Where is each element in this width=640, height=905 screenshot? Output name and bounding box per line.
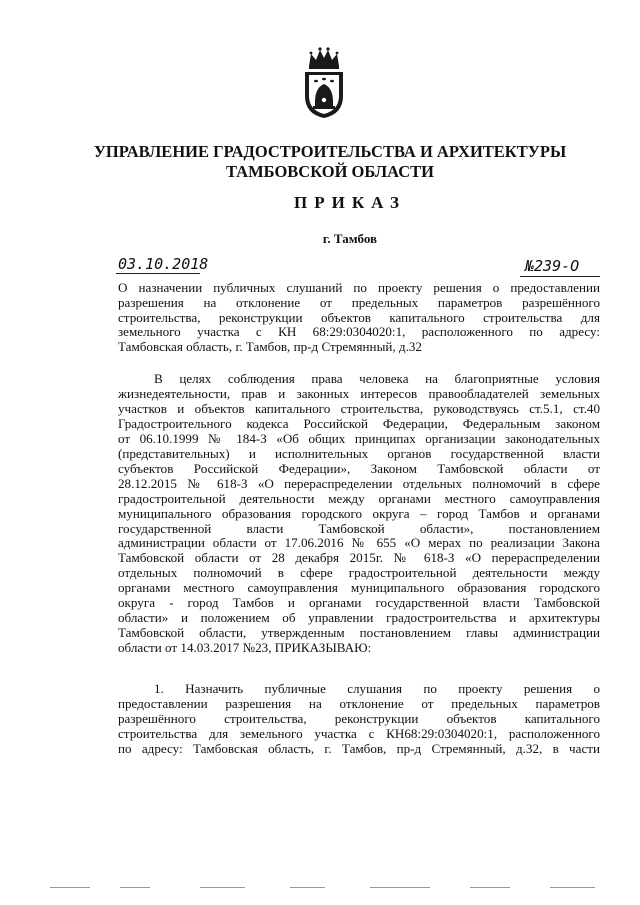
paragraph-line: от 06.10.1999 № 184-З «Об общих принципах организации законодательных: [118, 431, 600, 446]
document-number: №239-О: [525, 257, 580, 275]
document-type: ПРИКАЗ: [294, 193, 406, 212]
paragraph-line: государственной власти Тамбовской области», постановлением: [118, 521, 600, 536]
org-line-2: ТАМБОВСКОЙ ОБЛАСТИ: [225, 162, 435, 181]
paragraph-line: 1. Назначить публичные слушания по проекту решения о: [154, 682, 600, 696]
paragraph-line: разрешённого строительства, реконструкции объектов капитального: [118, 711, 600, 726]
organization-name: [60, 142, 600, 182]
paragraph-line: 28.12.2015 № 618-З «О перераспределении отдельных полномочий в сфере: [118, 476, 600, 491]
subject-line: земельного участка с КН 68:29:0304020:1, расположенного по адресу:: [118, 325, 600, 340]
paragraph-line: администрации области от 17.06.2016 № 655 «О мерах по реализации Закона: [118, 536, 600, 551]
date-underline: [116, 273, 200, 274]
paragraph-line: Тамбовской области, утвержденным постановлением главы администрации: [118, 626, 600, 641]
paragraph-line: Тамбовской области от 28 декабря 2015г. № 618-З «О перераспределении: [118, 551, 600, 566]
paragraph-line: субъектов Российской Федерации», Законом Тамбовской области от: [118, 461, 600, 476]
paragraph-line: муниципального образования городского округа – город Тамбов и органами: [118, 506, 600, 521]
paragraph-line: Градостроительного кодекса Российской Федерации, Федеральным законом: [118, 416, 600, 431]
paragraph-line: отдельных полномочий в сфере градостроительной деятельности между: [118, 566, 600, 581]
paragraph-line: жизнедеятельности, прав и законных интересов правообладателей земельных: [118, 386, 600, 401]
paragraph-line: (представительных) и исполнительных органов государственной власти: [118, 446, 600, 461]
paragraph-line: предоставлении разрешения на отклонение от предельных параметров: [118, 696, 600, 711]
paragraph-line: округа - город Тамбов и органами государственной власти Тамбовской: [118, 596, 600, 611]
page-bottom-edge: [50, 887, 610, 889]
paragraph-line: области» и положением об управлении градостроительства и архитектуры: [118, 611, 600, 626]
paragraph-line: органами местного самоуправления муниципального образования городского: [118, 581, 600, 596]
paragraph-1: [118, 372, 600, 656]
subject-line: разрешения на отклонение от предельных параметров разрешённого: [118, 295, 600, 310]
subject-line: О назначении публичных слушаний по проекту решения о предоставлении: [118, 281, 600, 295]
document-date: 03.10.2018: [118, 255, 209, 273]
tambov-coat-of-arms-icon: [301, 44, 347, 120]
subject-line: строительства, реконструкции объектов капитального строительства для: [118, 310, 600, 325]
paragraph-line: участков и объектов капитального строительства, руководствуясь ст.5.1, ст.40: [118, 401, 600, 416]
paragraph-line: строительства для земельного участка с КН68:29:0304020:1, расположенного: [118, 726, 600, 741]
number-underline: [520, 276, 600, 277]
paragraph-line: В целях соблюдения права человека на благоприятные условия: [154, 372, 600, 386]
document-city: г. Тамбов: [322, 231, 378, 246]
document-subject: [118, 281, 600, 355]
org-line-1: УПРАВЛЕНИЕ ГРАДОСТРОИТЕЛЬСТВА И АРХИТЕКТУРЫ: [93, 142, 567, 161]
paragraph-line: по адресу: Тамбовская область, г. Тамбов, пр-д Стремянный, д.32, в части: [118, 741, 600, 756]
paragraph-line: области от 14.03.2017 №23, ПРИКАЗЫВАЮ:: [118, 641, 372, 656]
paragraph-2: [118, 682, 600, 757]
subject-line: Тамбовская область, г. Тамбов, пр-д Стремянный, д.32: [118, 340, 422, 355]
paragraph-line: градостроительной деятельности между органами местного самоуправления: [118, 491, 600, 506]
